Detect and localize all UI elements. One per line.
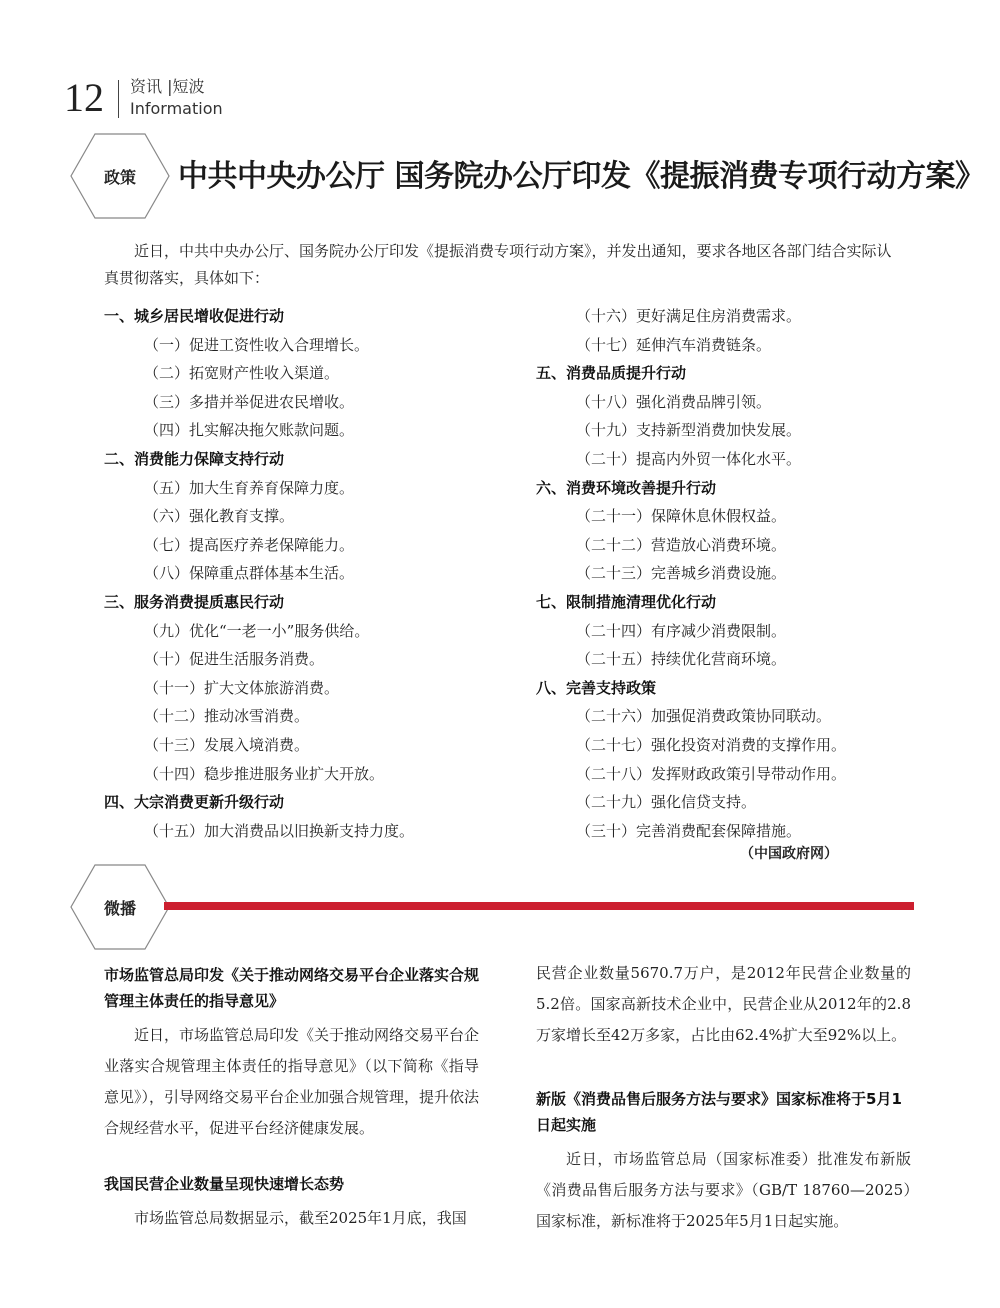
intro-paragraph bbox=[104, 238, 904, 292]
outline-item: （十五）加大消费品以旧换新支持力度。 bbox=[144, 821, 415, 840]
outline-item: （九）优化“一老一小”服务供给。 bbox=[144, 621, 370, 640]
outline-item: （二十一）保障休息休假权益。 bbox=[576, 507, 787, 526]
outline-item: （十四）稳步推进服务业扩大开放。 bbox=[144, 764, 385, 783]
outline-heading: 七、限制措施清理优化行动 bbox=[536, 592, 717, 611]
outline-item: （八）保障重点群体基本生活。 bbox=[144, 564, 355, 583]
outline-item: （二十九）强化信贷支持。 bbox=[576, 793, 757, 812]
news-item-continued bbox=[536, 958, 911, 1051]
source-credit: （中国政府网） bbox=[740, 846, 838, 862]
outline-heading: 一、城乡居民增收促进行动 bbox=[104, 307, 285, 325]
outline-item: （一）促进工资性收入合理增长。 bbox=[144, 335, 370, 354]
outline-item: （三十）完善消费配套保障措施。 bbox=[576, 821, 802, 840]
outline-item: （二十）提高内外贸一体化水平。 bbox=[576, 449, 802, 468]
outline-heading: 三、服务消费提质惠民行动 bbox=[104, 592, 285, 611]
weibo-badge bbox=[70, 864, 170, 950]
outline-item: （二十八）发挥财政政策引导带动作用。 bbox=[576, 764, 847, 783]
outline-left-column bbox=[104, 302, 544, 845]
section-subtitle: Information bbox=[130, 99, 223, 118]
news-item bbox=[104, 962, 479, 1144]
outline-heading: 五、消费品质提升行动 bbox=[536, 364, 687, 383]
policy-badge bbox=[70, 133, 170, 219]
outline-item: （五）加大生育养育保障力度。 bbox=[144, 478, 355, 497]
outline-item: （六）强化教育支撑。 bbox=[144, 507, 295, 526]
weibo-badge-label: 微播 bbox=[103, 898, 136, 918]
news-item bbox=[104, 1171, 479, 1234]
outline-heading: 二、消费能力保障支持行动 bbox=[104, 449, 285, 468]
outline-item: （十三）发展入境消费。 bbox=[144, 735, 310, 754]
outline-item: （二）拓宽财产性收入渠道。 bbox=[144, 364, 340, 383]
section-title: 资讯 |短波 bbox=[130, 77, 205, 96]
outline-item: （二十二）营造放心消费环境。 bbox=[576, 535, 787, 554]
outline-item: （四）扎实解决拖欠账款问题。 bbox=[144, 421, 355, 440]
outline-item: （七）提高医疗养老保障能力。 bbox=[144, 535, 355, 554]
section-divider-bar bbox=[164, 902, 914, 910]
news-title: 我国民营企业数量呈现快速增长态势 bbox=[104, 1175, 345, 1193]
news-item bbox=[536, 1086, 911, 1237]
page-title: 中共中央办公厅 国务院办公厅印发《提振消费专项行动方案》 bbox=[178, 159, 985, 194]
outline-item: （十七）延伸汽车消费链条。 bbox=[576, 335, 772, 354]
outline-heading: 六、消费环境改善提升行动 bbox=[536, 478, 717, 497]
outline-heading: 四、大宗消费更新升级行动 bbox=[104, 793, 285, 812]
outline-right-column bbox=[536, 302, 976, 845]
news-title: 新版《消费品售后服务方法与要求》国家标准将于5月1日起实施 bbox=[536, 1090, 902, 1134]
page-number: 12 bbox=[64, 75, 104, 120]
header-divider bbox=[118, 80, 119, 118]
outline-item: （二十七）强化投资对消费的支撑作用。 bbox=[576, 735, 847, 754]
policy-badge-label: 政策 bbox=[103, 167, 136, 187]
news-body-continued: 民营企业数量5670.7万户，是2012年民营企业数量的5.2倍。国家高新技术企业中，民营企业从2012年的2.8万家增长至42万多家，占比由62.4%扩大至92%以上。 bbox=[536, 964, 911, 1044]
outline-item: （十）促进生活服务消费。 bbox=[144, 650, 325, 669]
news-body: 市场监管总局数据显示，截至2025年1月底，我国 bbox=[134, 1209, 467, 1227]
intro-text: 近日，中共中央办公厅、国务院办公厅印发《提振消费专项行动方案》，并发出通知，要求各地区各部门结合实际认真贯彻落实，具体如下： bbox=[104, 242, 892, 287]
news-body: 近日，市场监管总局（国家标准委）批准发布新版《消费品售后服务方法与要求》（GB/T 18760—2025）国家标准，新标准将于2025年5月1日起实施。 bbox=[536, 1150, 911, 1230]
news-body: 近日，市场监管总局印发《关于推动网络交易平台企业落实合规管理主体责任的指导意见》（以下简称《指导意见》），引导网络交易平台企业加强合规管理，提升依法合规经营水平，促进平台经济健康发展。 bbox=[104, 1026, 480, 1137]
outline-item: （十九）支持新型消费加快发展。 bbox=[576, 421, 802, 440]
outline-item: （二十三）完善城乡消费设施。 bbox=[576, 564, 787, 583]
outline-item: （十八）强化消费品牌引领。 bbox=[576, 392, 772, 411]
outline-item: （十二）推动冰雪消费。 bbox=[144, 707, 310, 726]
outline-item: （十六）更好满足住房消费需求。 bbox=[576, 307, 802, 325]
news-title: 市场监管总局印发《关于推动网络交易平台企业落实合规管理主体责任的指导意见》 bbox=[104, 966, 480, 1010]
outline-item: （二十五）持续优化营商环境。 bbox=[576, 650, 787, 669]
outline-item: （三）多措并举促进农民增收。 bbox=[144, 392, 355, 411]
outline-item: （十一）扩大文体旅游消费。 bbox=[144, 678, 340, 697]
outline-item: （二十六）加强促消费政策协同联动。 bbox=[576, 707, 832, 726]
outline-heading: 八、完善支持政策 bbox=[536, 678, 657, 697]
outline-item: （二十四）有序减少消费限制。 bbox=[576, 621, 787, 640]
